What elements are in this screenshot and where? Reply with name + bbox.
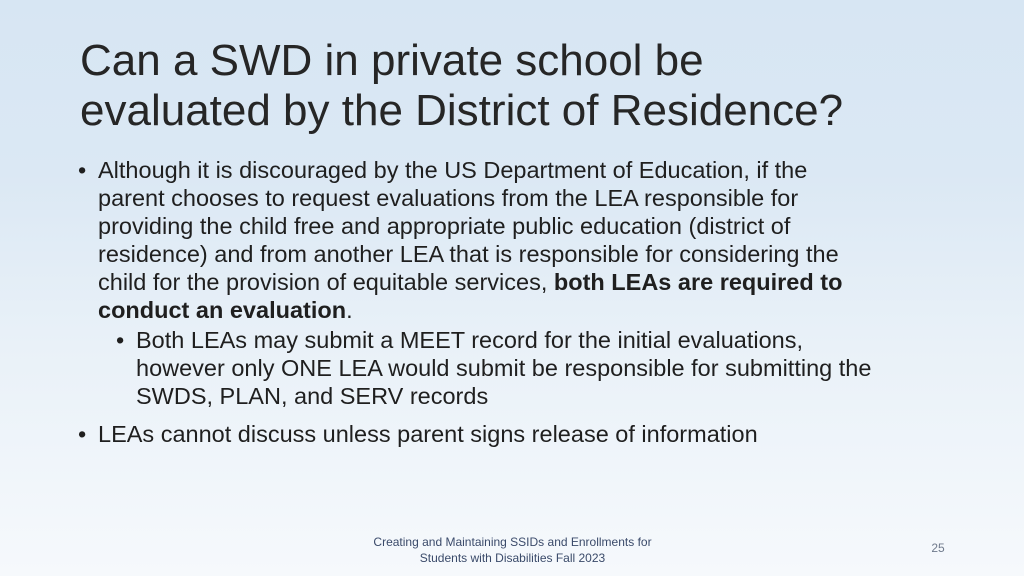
bullet-text-line-6 bbox=[98, 296, 958, 324]
sub-bullet-icon: • bbox=[116, 327, 125, 353]
slide-title bbox=[80, 36, 980, 136]
bullet-item-evaluation bbox=[78, 156, 958, 410]
sub-bullet-text-line-3: SWDS, PLAN, and SERV records bbox=[136, 383, 489, 409]
bullet-text-line-4: residence) and from another LEA that is responsible for considering the bbox=[98, 241, 839, 267]
slide-body bbox=[78, 156, 958, 448]
bullet-item-release bbox=[78, 420, 958, 448]
bullet-text-line-5-plain: child for the provision of equitable services, bbox=[98, 269, 554, 295]
bullet-text-line-1: Although it is discouraged by the US Department of Education, if the bbox=[98, 157, 808, 183]
bullet-text-line-3: providing the child free and appropriate public education (district of bbox=[98, 213, 791, 239]
sub-bullet-text-line-1: Both LEAs may submit a MEET record for the initial evaluations, bbox=[136, 327, 804, 353]
bullet-text-line-5-bold: both LEAs are required to bbox=[553, 269, 843, 295]
bullet-icon: • bbox=[78, 157, 87, 183]
bullet-icon: • bbox=[78, 421, 87, 447]
bullet-text-line-2: parent chooses to request evaluations from the LEA responsible for bbox=[98, 185, 799, 211]
page-number: 25 bbox=[931, 541, 945, 555]
title-line-1: Can a SWD in private school be bbox=[80, 36, 704, 85]
footer-line-2: Students with Disabilities Fall 2023 bbox=[419, 551, 606, 565]
title-line-2: evaluated by the District of Residence? bbox=[80, 86, 844, 135]
bullet-text: LEAs cannot discuss unless parent signs release of information bbox=[98, 421, 758, 447]
sub-bullet-text-line-2: however only ONE LEA would submit be responsible for submitting the bbox=[136, 355, 872, 381]
bullet-text-line-5 bbox=[98, 268, 958, 296]
sub-bullet-item-meet-record bbox=[116, 326, 958, 410]
slide-footer bbox=[340, 534, 685, 566]
bullet-text-line-6-bold: conduct an evaluation bbox=[98, 297, 347, 323]
footer-line-1: Creating and Maintaining SSIDs and Enrollments for bbox=[373, 535, 652, 549]
bullet-text-line-6-suffix: . bbox=[346, 297, 353, 323]
